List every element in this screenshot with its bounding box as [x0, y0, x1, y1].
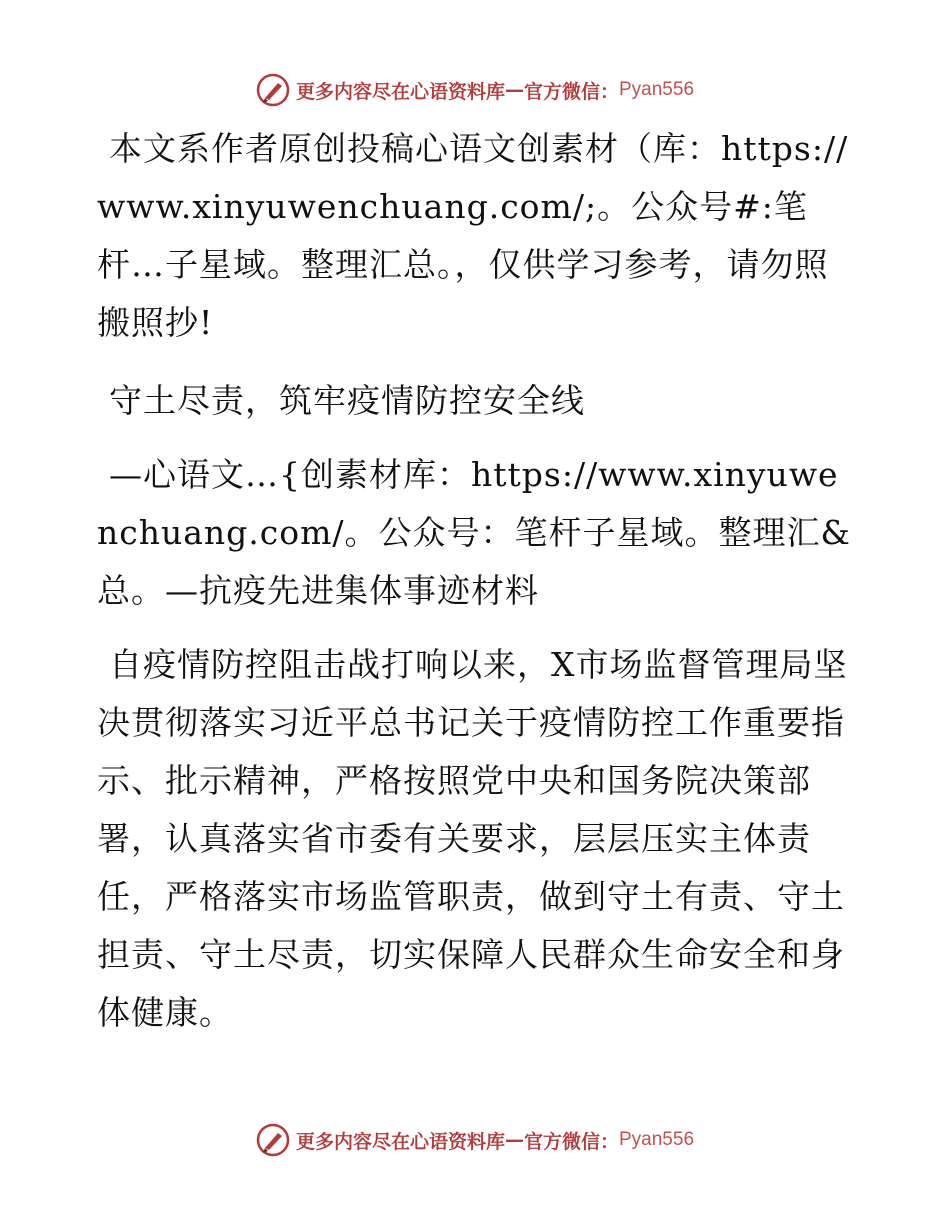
banner-site-text: 更多内容尽在心语资料库	[295, 1130, 505, 1153]
footer-banner	[0, 1120, 950, 1160]
banner-wechat-label: 官方微信：	[523, 1130, 619, 1153]
banner-separator: —	[504, 1129, 524, 1151]
banner-wechat-id: Pyan556	[619, 79, 695, 100]
banner-site-text: 更多内容尽在心语资料库	[295, 80, 505, 103]
banner-wechat-id: Pyan556	[619, 1129, 695, 1150]
document-title: 守土尽责，筑牢疫情防控安全线	[109, 381, 585, 420]
document-subtitle: —心语文…{创素材库：https://www.xinyuwenchuang.com/。公众号：笔杆子星域。整理汇&总。—抗疫先进集体事迹材料	[97, 455, 851, 610]
header-banner	[0, 70, 950, 110]
document-body	[97, 120, 857, 1042]
pen-logo-icon	[256, 73, 290, 107]
banner-wechat-label: 官方微信：	[523, 80, 619, 103]
body-paragraph: 自疫情防控阻击战打响以来，X市场监督管理局坚决贯彻落实习近平总书记关于疫情防控工作重要指示、批示精神，严格按照党中央和国务院决策部署，认真落实省市委有关要求，层层压实主体责任，严格落实市场监管职责，做到守土有责、守土担责、守土尽责，切实保障人民群众生命安全和身体健康。	[97, 645, 848, 1032]
intro-paragraph: 本文系作者原创投稿心语文创素材（库：https://www.xinyuwenchuang.com/;。公众号#:笔杆…子星域。整理汇总。，仅供学习参考，请勿照搬照抄!	[97, 129, 849, 342]
banner-separator: —	[504, 79, 524, 101]
pen-logo-icon	[256, 1123, 290, 1157]
